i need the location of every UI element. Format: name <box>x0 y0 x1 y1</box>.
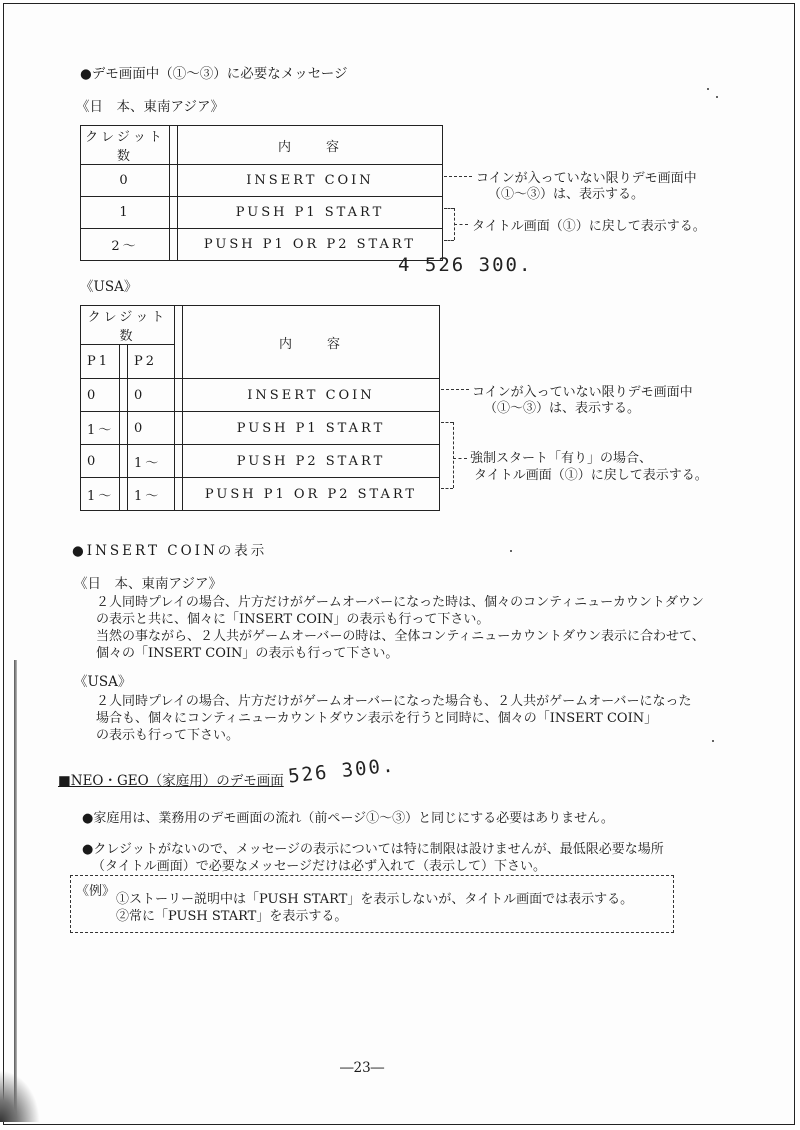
usa-label-2: 《USA》 <box>74 674 132 690</box>
japan-message-table <box>80 125 443 261</box>
table-row: 1〜 0 PUSH P1 START <box>81 412 440 445</box>
scan-speck <box>510 550 512 552</box>
japan-label: 《日 本、東南アジア》 <box>76 99 224 115</box>
japan-line-4: 個々の「INSERT COIN」の表示も行って下さい。 <box>96 646 399 661</box>
header-content: 内 容 <box>183 306 440 379</box>
japan-label-2: 《日 本、東南アジア》 <box>74 576 222 592</box>
usa-note-1a: コインが入っていない限りデモ画面中 <box>472 385 693 400</box>
bullet-1: ●家庭用は、業務用のデモ画面の流れ（前ページ①〜③）と同じにする必要はありません。 <box>82 811 614 826</box>
section2-title: ●INSERT COINの表示 <box>72 543 268 559</box>
binding-shadow <box>14 660 17 1120</box>
usa-line-1: ２人同時プレイの場合、片方だけがゲームオーバーになった場合も、２人共がゲームオーバーになった <box>96 694 692 709</box>
bullet-2b: （タイトル画面）で必要なメッセージだけは必ず入れて（表示して）下さい。 <box>92 859 546 874</box>
usa-line-3: の表示も行って下さい。 <box>96 728 240 743</box>
binding-corner-shadow <box>0 1070 40 1122</box>
japan-line-3: 当然の事ながら、２人共がゲームオーバーの時は、全体コンティニューカウントダウン表示に合わせて、 <box>96 629 705 644</box>
japan-note-2: タイトル画面（①）に戻して表示する。 <box>472 219 706 234</box>
usa-note-1b: （①〜③）は、表示する。 <box>484 401 641 416</box>
section1-title: ●デモ画面中（①〜③）に必要なメッセージ <box>80 66 348 82</box>
bullet-2a: ●クレジットがないので、メッセージの表示については特に制限は設けませんが、最低限必要な場所 <box>82 842 664 857</box>
header-credit: クレジット数 <box>81 306 175 345</box>
table-row: 1 PUSH P1 START <box>81 197 443 229</box>
example-line-1: ①ストーリー説明中は「PUSH START」を表示しないが、タイトル画面では表示する。 <box>116 892 634 907</box>
usa-message-table <box>80 305 440 511</box>
page-number: ―23― <box>340 1060 385 1076</box>
japan-line-2: の表示と共に、個々に「INSERT COIN」の表示も行って下さい。 <box>96 612 490 627</box>
usa-note-2b: タイトル画面（①）に戻して表示する。 <box>474 468 708 483</box>
scan-speck <box>716 96 718 98</box>
scan-speck <box>707 88 709 90</box>
header-p1: P1 <box>81 345 120 379</box>
connector-line <box>444 176 472 177</box>
usa-note-2a: 強制スタート「有り」の場合、 <box>470 451 653 466</box>
table-row: 0 0 INSERT COIN <box>81 379 440 412</box>
table-row: 0 1〜 PUSH P2 START <box>81 445 440 478</box>
usa-line-2: 場合も、個々にコンティニューカウントダウン表示を行うと同時に、個々の「INSERT COIN」 <box>96 711 658 726</box>
japan-note-1a: コインが入っていない限りデモ画面中 <box>476 171 697 186</box>
section3-title: ■NEO・GEO（家庭用）のデモ画面 <box>58 773 284 789</box>
japan-note-1b: （①〜③）は、表示する。 <box>488 187 645 202</box>
scan-speck <box>712 740 714 742</box>
table-row: 2〜 PUSH P1 OR P2 START <box>81 229 443 261</box>
usa-label: 《USA》 <box>80 279 138 295</box>
header-p2: P2 <box>128 345 175 379</box>
example-label: 《例》 <box>76 884 116 899</box>
header-credit: クレジット数 <box>81 126 170 165</box>
header-content: 内 容 <box>178 126 443 165</box>
table-row: 1〜 1〜 PUSH P1 OR P2 START <box>81 478 440 511</box>
stamp-number-2: 526 300. <box>287 754 397 788</box>
stamp-number: 4 526 300. <box>398 254 533 276</box>
example-line-2: ②常に「PUSH START」を表示する。 <box>116 909 348 924</box>
japan-line-1: ２人同時プレイの場合、片方だけがゲームオーバーになった時は、個々のコンティニューカウントダウン <box>96 595 704 610</box>
table-row: 0 INSERT COIN <box>81 165 443 197</box>
